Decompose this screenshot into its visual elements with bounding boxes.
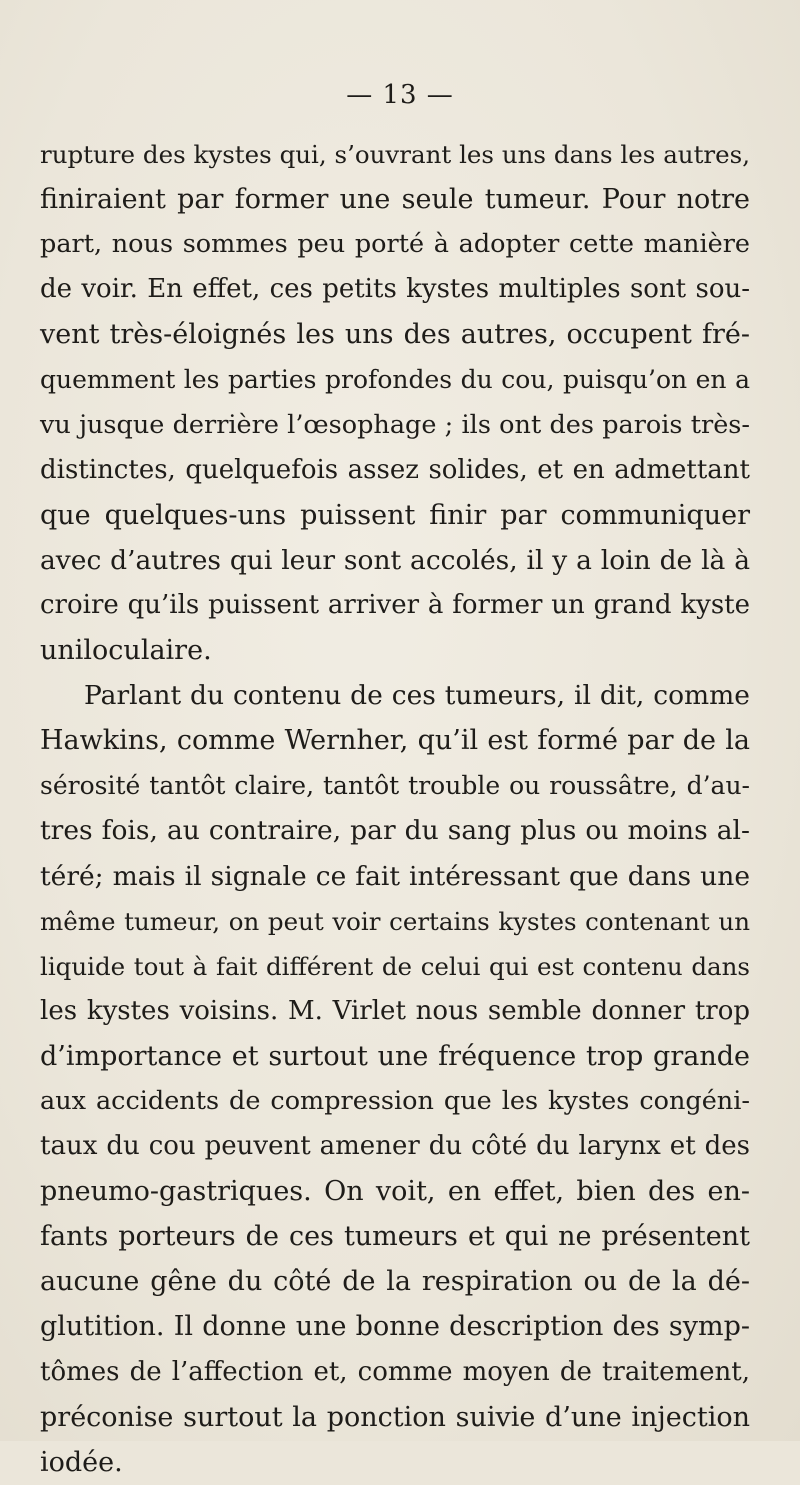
text-line: vu jusque derrière l’œsophage ; ils ont des parois très- — [40, 409, 750, 440]
text-line: rupture des kystes qui, s’ouvrant les uns dans les autres, — [40, 140, 750, 169]
text-line: préconise surtout la ponction suivie d’une injection — [40, 1401, 750, 1433]
text-line: uniloculaire. — [40, 635, 212, 667]
text-line: croire qu’ils puissent arriver à former un grand kyste — [40, 589, 750, 620]
body-text — [40, 132, 750, 1485]
text-line: pneumo-gastriques. On voit, en effet, bien des en- — [40, 1176, 750, 1208]
text-line: part, nous sommes peu porté à adopter cette manière — [40, 229, 750, 260]
text-line: sérosité tantôt claire, tantôt trouble ou roussâtre, d’au- — [40, 771, 750, 801]
text-line: même tumeur, on peut voir certains kystes contenant un — [40, 906, 750, 936]
text-line: distinctes, quelquefois assez solides, et en admettant — [40, 454, 750, 485]
text-line: fants porteurs de ces tumeurs et qui ne présentent — [40, 1221, 750, 1253]
text-line: glutition. Il donne une bonne description des symp- — [40, 1311, 750, 1343]
text-line: liquide tout à fait différent de celui qui est contenu dans — [40, 951, 750, 981]
text-line: quemment les parties profondes du cou, puisqu’on en a — [40, 365, 750, 395]
text-line: aux accidents de compression que les kystes congéni- — [40, 1085, 750, 1116]
text-line: les kystes voisins. M. Virlet nous semble donner trop — [40, 995, 750, 1026]
paragraph — [40, 673, 750, 1485]
text-line: de voir. En effet, ces petits kystes multiples sont sou- — [40, 274, 750, 305]
text-line: avec d’autres qui leur sont accolés, il y a loin de là à — [40, 544, 750, 576]
text-line: taux du cou peuvent amener du côté du larynx et des — [40, 1131, 750, 1162]
text-line: aucune gêne du côté de la respiration ou de la dé- — [40, 1266, 750, 1298]
text-line: téré; mais il signale ce fait intéressant que dans une — [40, 860, 750, 892]
text-line: tres fois, au contraire, par du sang plus ou moins al- — [40, 815, 750, 847]
text-line: Parlant du contenu de ces tumeurs, il dit, comme — [84, 680, 750, 712]
text-line: tômes de l’affection et, comme moyen de traitement, — [40, 1356, 750, 1387]
text-line: d’importance et surtout une fréquence trop grande — [40, 1040, 750, 1072]
page-number: — 13 — — [346, 80, 454, 110]
text-line: vent très-éloignés les uns des autres, occupent fré- — [40, 319, 750, 351]
text-line: Hawkins, comme Wernher, qu’il est formé par de la — [40, 725, 750, 757]
text-line: finiraient par former une seule tumeur. Pour notre — [40, 184, 750, 216]
text-line: iodée. — [40, 1446, 123, 1478]
paragraph — [40, 132, 750, 673]
text-line: que quelques-uns puissent finir par communiquer — [40, 499, 750, 531]
